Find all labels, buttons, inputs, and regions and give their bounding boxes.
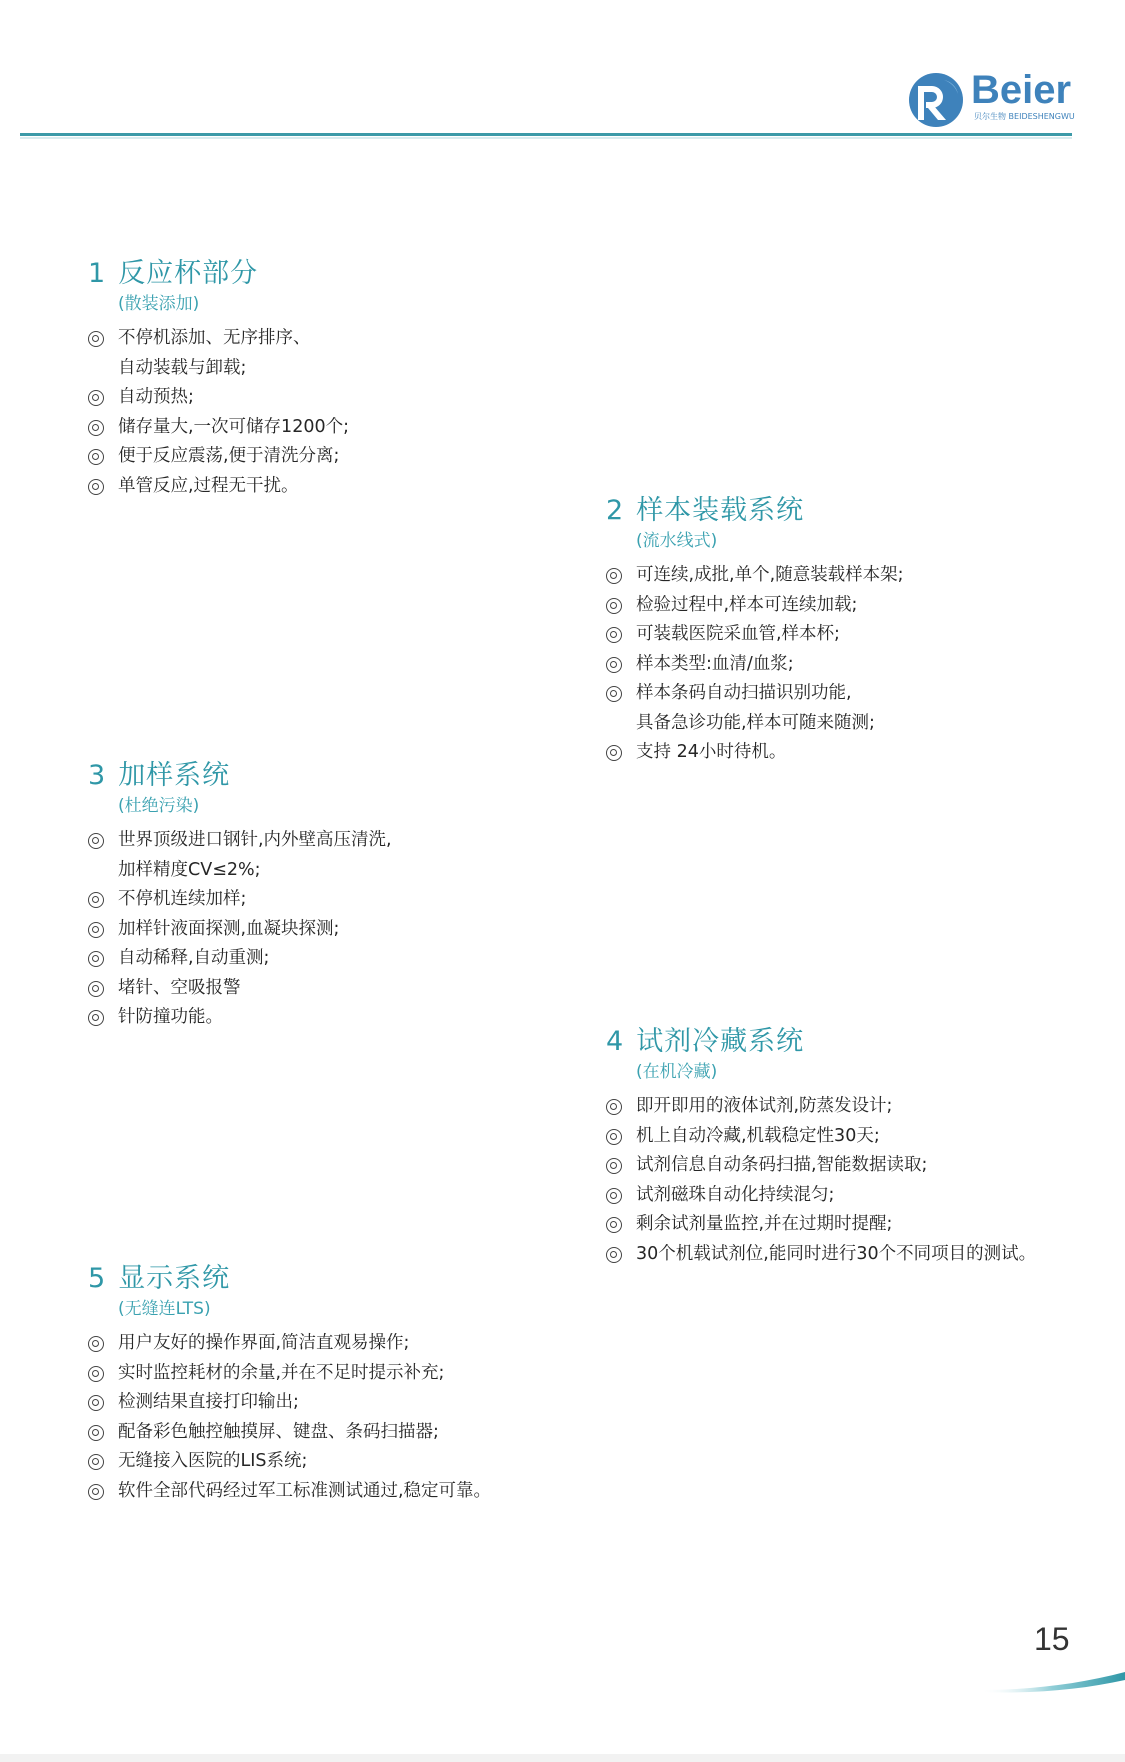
list-item xyxy=(88,915,392,945)
list-item-text: 单管反应,过程无干扰。 xyxy=(118,475,299,496)
feature-list xyxy=(88,324,349,501)
list-item-text: 软件全部代码经过军工标准测试通过,稳定可靠。 xyxy=(118,1480,492,1501)
bullet-icon xyxy=(606,568,622,584)
section-number: 4 xyxy=(606,1026,625,1057)
feature-list xyxy=(606,561,904,768)
list-item xyxy=(88,1388,491,1418)
logo-subtitle: 贝尔生物 BEIDESHENGWU xyxy=(974,112,1075,121)
list-item xyxy=(88,1418,491,1448)
list-item-text: 可连续,成批,单个,随意装载样本架; xyxy=(636,565,904,585)
bullet-icon xyxy=(606,1217,622,1233)
section-title-text: 显示系统 xyxy=(118,1263,231,1294)
logo-mark-icon xyxy=(904,70,968,130)
section-subtitle: (在机冷藏) xyxy=(636,1062,718,1082)
list-item-text: 配备彩色触控触摸屏、键盘、条码扫描器; xyxy=(118,1421,439,1442)
list-item xyxy=(606,738,904,768)
list-item-text: 储存量大,一次可储存1200个; xyxy=(118,416,349,437)
bullet-icon xyxy=(606,1129,622,1145)
section-subtitle: (无缝连LTS) xyxy=(118,1299,211,1319)
section-display xyxy=(88,1261,491,1506)
feature-list xyxy=(88,1329,491,1506)
list-item-text: 机上自动冷藏,机载稳定性30天; xyxy=(636,1125,880,1146)
bullet-icon xyxy=(606,598,622,614)
list-item xyxy=(606,1210,1036,1240)
list-item xyxy=(606,591,904,621)
list-item xyxy=(88,1003,392,1033)
list-item-text: 自动装载与卸载; xyxy=(118,357,247,378)
header-rule-shadow xyxy=(20,137,1072,139)
list-item-text: 样本条码自动扫描识别功能, xyxy=(636,683,852,703)
bullet-icon xyxy=(606,627,622,643)
page-number: 15 xyxy=(1034,1621,1070,1657)
section-title xyxy=(606,1024,1036,1060)
bullet-icon xyxy=(88,892,104,908)
list-item-text: 自动预热; xyxy=(118,387,194,407)
bullet-icon xyxy=(606,1099,622,1115)
list-item xyxy=(88,1359,491,1389)
list-item-text: 实时监控耗材的余量,并在不足时提示补充; xyxy=(118,1362,445,1383)
list-item xyxy=(88,885,392,915)
section-number: 1 xyxy=(88,258,107,289)
list-item xyxy=(88,472,349,502)
bullet-icon xyxy=(88,1366,104,1382)
list-item-text: 加样针液面探测,血凝块探测; xyxy=(118,918,340,939)
list-item-text: 针防撞功能。 xyxy=(118,1007,223,1027)
feature-list xyxy=(88,826,392,1033)
bullet-icon xyxy=(88,331,104,347)
list-item xyxy=(88,442,349,472)
bullet-icon xyxy=(606,1158,622,1174)
list-item-text: 便于反应震荡,便于清洗分离; xyxy=(118,446,340,466)
section-number: 5 xyxy=(88,1263,107,1294)
section-number: 2 xyxy=(606,495,625,526)
list-item xyxy=(606,561,904,591)
list-item-text: 试剂磁珠自动化持续混匀; xyxy=(636,1184,835,1205)
section-sample-loading xyxy=(606,493,904,768)
section-title-text: 样本装载系统 xyxy=(636,495,805,526)
bottom-strip xyxy=(0,1754,1125,1762)
list-item-text: 用户友好的操作界面,简洁直观易操作; xyxy=(118,1333,410,1353)
list-item xyxy=(606,1151,1036,1181)
list-item-text: 即开即用的液体试剂,防蒸发设计; xyxy=(636,1096,893,1116)
list-item xyxy=(88,413,349,443)
list-item-text: 试剂信息自动条码扫描,智能数据读取; xyxy=(636,1155,928,1175)
list-item xyxy=(88,944,392,974)
list-item xyxy=(606,1122,1036,1152)
section-title xyxy=(88,1261,491,1297)
bullet-icon xyxy=(88,1010,104,1026)
list-item-text: 样本类型:血清/血浆; xyxy=(636,653,794,674)
section-title xyxy=(606,493,904,529)
list-item xyxy=(606,620,904,650)
section-title-text: 反应杯部分 xyxy=(118,258,259,289)
list-item-text: 堵针、空吸报警 xyxy=(118,977,241,998)
header-rule xyxy=(20,133,1072,136)
bullet-icon xyxy=(88,981,104,997)
section-number: 3 xyxy=(88,760,107,791)
list-item-text: 无缝接入医院的LIS系统; xyxy=(118,1451,308,1471)
bullet-icon xyxy=(606,1188,622,1204)
list-item-text: 剩余试剂量监控,并在过期时提醒; xyxy=(636,1214,893,1234)
list-item xyxy=(606,1181,1036,1211)
section-subtitle: (流水线式) xyxy=(636,531,718,551)
list-item xyxy=(88,974,392,1004)
list-item xyxy=(88,1329,491,1359)
bullet-icon xyxy=(606,686,622,702)
bullet-icon xyxy=(88,390,104,406)
bullet-icon xyxy=(88,449,104,465)
bullet-icon xyxy=(88,479,104,495)
bullet-icon xyxy=(88,833,104,849)
list-item xyxy=(606,679,904,738)
bullet-icon xyxy=(88,1425,104,1441)
list-item xyxy=(88,1477,491,1507)
bullet-icon xyxy=(88,1484,104,1500)
section-title-text: 试剂冷藏系统 xyxy=(636,1026,805,1057)
bullet-icon xyxy=(606,745,622,761)
bullet-icon xyxy=(88,1395,104,1411)
section-cuvette xyxy=(88,256,349,501)
bullet-icon xyxy=(88,922,104,938)
list-item-text: 具备急诊功能,样本可随来随测; xyxy=(636,712,875,733)
list-item-text: 支持 24小时待机。 xyxy=(636,742,787,762)
list-item xyxy=(88,324,349,383)
feature-list xyxy=(606,1092,1036,1269)
bullet-icon xyxy=(606,657,622,673)
list-item-text: 自动稀释,自动重测; xyxy=(118,948,270,968)
section-subtitle: (散装添加) xyxy=(118,294,200,314)
section-sampling xyxy=(88,758,392,1033)
brand-logo xyxy=(904,64,1074,128)
list-item xyxy=(88,826,392,885)
list-item-text: 加样精度CV≤2%; xyxy=(118,859,261,880)
list-item-text: 可装载医院采血管,样本杯; xyxy=(636,624,840,644)
bullet-icon xyxy=(88,1454,104,1470)
list-item xyxy=(606,1092,1036,1122)
bullet-icon xyxy=(88,420,104,436)
section-title xyxy=(88,256,349,292)
list-item-text: 30个机载试剂位,能同时进行30个不同项目的测试。 xyxy=(636,1243,1037,1264)
bullet-icon xyxy=(606,1247,622,1263)
section-title xyxy=(88,758,392,794)
list-item-text: 检验过程中,样本可连续加载; xyxy=(636,594,858,615)
list-item xyxy=(606,650,904,680)
list-item xyxy=(606,1240,1036,1270)
logo-wordmark: Beier xyxy=(971,68,1072,112)
list-item-text: 检测结果直接打印输出; xyxy=(118,1392,299,1412)
section-reagent-cooling xyxy=(606,1024,1036,1269)
section-title-text: 加样系统 xyxy=(118,760,231,791)
section-subtitle: (杜绝污染) xyxy=(118,796,200,816)
bullet-icon xyxy=(88,951,104,967)
bullet-icon xyxy=(88,1336,104,1352)
list-item xyxy=(88,383,349,413)
list-item-text: 不停机连续加样; xyxy=(118,889,247,909)
list-item-text: 世界顶级进口钢针,内外壁高压清洗, xyxy=(118,830,392,850)
list-item xyxy=(88,1447,491,1477)
list-item-text: 不停机添加、无序排序、 xyxy=(118,328,311,348)
